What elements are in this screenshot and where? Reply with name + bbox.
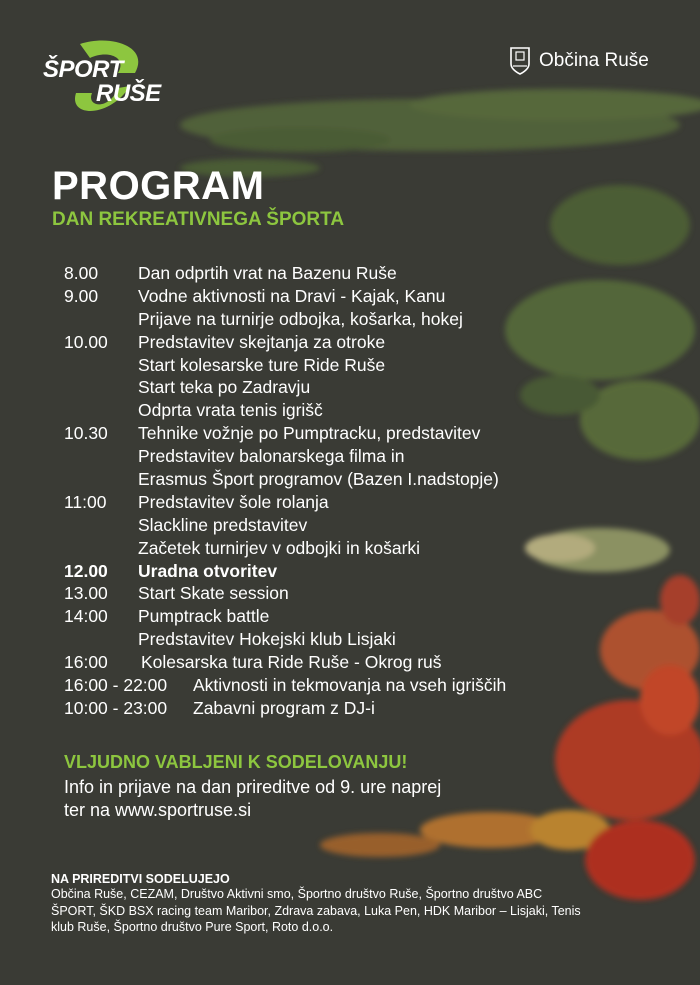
info-block <box>64 776 441 822</box>
schedule-row <box>64 628 564 651</box>
sport-ruse-logo <box>40 38 170 120</box>
schedule-row <box>64 445 564 468</box>
schedule-row <box>64 674 564 697</box>
schedule-activity: Aktivnosti in tekmovanja na vseh igriščih <box>193 675 507 696</box>
schedule-time: 10.00 <box>64 331 108 352</box>
schedule-activity: Predstavitev šole rolanja <box>138 491 329 512</box>
schedule-activity: Odprta vrata tenis igrišč <box>138 400 323 421</box>
schedule-row <box>64 399 564 422</box>
schedule-time: 14:00 <box>64 606 108 627</box>
page-title: PROGRAM <box>52 164 265 208</box>
schedule-time: 10.30 <box>64 423 108 444</box>
partners-line: klub Ruše, Športno društvo Pure Sport, Roto d.o.o. <box>51 920 334 934</box>
info-website: ter na www.sportruse.si <box>64 800 252 820</box>
schedule-row-highlight <box>64 560 564 583</box>
schedule-activity: Predstavitev Hokejski klub Lisjaki <box>138 629 396 650</box>
partners-line: Občina Ruše, CEZAM, Društvo Aktivni smo, Športno društvo Ruše, Športno društvo ABC <box>51 887 543 901</box>
municipality-badge <box>509 46 649 76</box>
schedule-row <box>64 354 564 377</box>
schedule-activity: Erasmus Šport programov (Bazen I.nadstopje) <box>138 469 499 490</box>
schedule-row <box>64 605 564 628</box>
schedule-time: 8.00 <box>64 263 99 283</box>
schedule-activity: Start teka po Zadravju <box>138 377 311 398</box>
schedule-activity: Prijave na turnirje odbojka, košarka, hokej <box>138 308 463 329</box>
schedule-row <box>64 422 564 445</box>
page-subtitle: DAN REKREATIVNEGA ŠPORTA <box>52 209 345 230</box>
schedule-activity: Začetek turnirjev v odbojki in košarki <box>138 537 421 558</box>
schedule-row <box>64 491 564 514</box>
partners-heading: NA PRIREDITVI SODELUJEJO <box>51 872 230 886</box>
invitation-heading: VLJUDNO VABLJENI K SODELOVANJU! <box>64 752 408 772</box>
coat-of-arms-icon <box>509 46 531 76</box>
schedule-list <box>64 262 564 720</box>
schedule-activity: Uradna otvoritev <box>138 560 278 581</box>
logo-text-bottom: RUŠE <box>96 80 161 107</box>
logo-text-top: ŠPORT <box>43 56 123 83</box>
schedule-time: 13.00 <box>64 583 108 604</box>
schedule-row <box>64 582 564 605</box>
schedule-activity: Slackline predstavitev <box>138 514 308 535</box>
schedule-row <box>64 285 564 308</box>
schedule-activity: Start Skate session <box>138 583 289 604</box>
schedule-time: 12.00 <box>64 560 108 581</box>
schedule-activity: Dan odprtih vrat na Bazenu Ruše <box>138 263 397 283</box>
schedule-row <box>64 308 564 331</box>
municipality-name: Občina Ruše <box>539 50 649 71</box>
schedule-activity: Tehnike vožnje po Pumptracku, predstavitev <box>138 423 481 444</box>
schedule-row <box>64 376 564 399</box>
schedule-time: 9.00 <box>64 285 99 306</box>
schedule-activity: Predstavitev skejtanja za otroke <box>138 331 386 352</box>
schedule-activity: Start kolesarske ture Ride Ruše <box>138 354 386 375</box>
schedule-row <box>64 468 564 491</box>
schedule-row <box>64 514 564 537</box>
schedule-activity: Pumptrack battle <box>138 606 270 627</box>
partners-line: ŠPORT, ŠKD BSX racing team Maribor, Zdrava zabava, Luka Pen, HDK Maribor – Lisjaki, Tenis <box>51 903 581 918</box>
schedule-row <box>64 331 564 354</box>
partners-list <box>51 886 651 936</box>
schedule-activity: Vodne aktivnosti na Dravi - Kajak, Kanu <box>138 285 446 306</box>
schedule-row <box>64 697 564 720</box>
schedule-row <box>64 537 564 560</box>
schedule-time: 11:00 <box>64 491 107 512</box>
schedule-activity: Kolesarska tura Ride Ruše - Okrog ruš <box>141 652 442 673</box>
schedule-row <box>64 651 564 674</box>
schedule-time: 10:00 - 23:00 <box>64 697 168 718</box>
schedule-row <box>64 262 564 285</box>
schedule-time: 16:00 <box>64 652 108 673</box>
schedule-activity: Predstavitev balonarskega filma in <box>138 446 405 467</box>
schedule-time: 16:00 - 22:00 <box>64 675 168 696</box>
schedule-activity: Zabavni program z DJ-i <box>193 697 375 718</box>
info-line: Info in prijave na dan prireditve od 9. ure naprej <box>64 777 442 797</box>
